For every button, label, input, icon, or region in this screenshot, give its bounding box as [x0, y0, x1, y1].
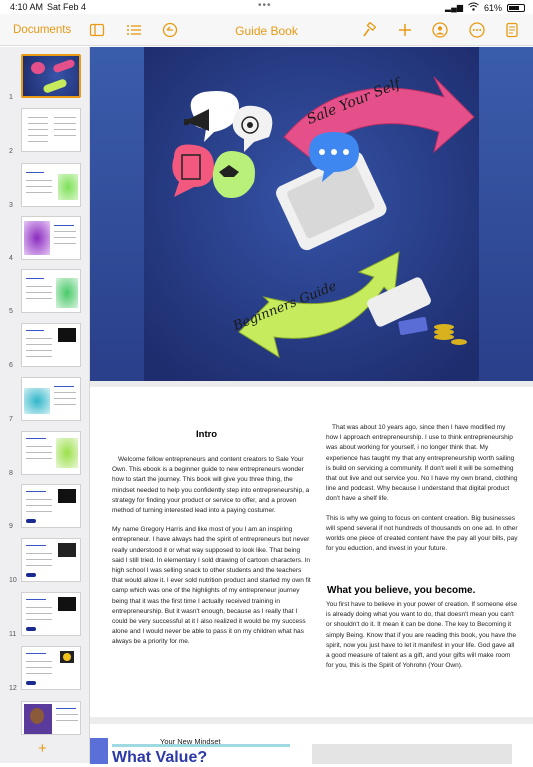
page-number: 2 [9, 148, 13, 155]
intro-paragraph-2: My name Gregory Harris and like most of you I am an inspiring entrepreneur. I have always had the spirit of entrepreneurs but never really understood it or what way supposed to look like. That being said I still tried. In elementary I sold drawing of cartoon characters. In high school I was selling snack to other students and the teachers that would allow it. I ever sold nutrition product and started my own fit camp which was one of the highlights of my entrepreneur journey being that it was the first time I actually received training in entrepreneurship. But it wasn't enough, because as I really that I could be very successful at it I also realized it would be my success alone and I would never be able to pass it on my children what has always be a priority for me. [112, 526, 311, 646]
page-thumbnail-3[interactable] [21, 163, 81, 207]
intro-paragraph-1: Welcome fellow entrepreneurs and content creators to Sale Your Own. This ebook is a beginner guide to new entrepreneurs wonder how to start the journey. This book will give you three thing, the mindset needed to help you confidently step into entrepreneurship, a strategy for finding your product or service to offer, and a proven method of turning interested lead into a paying costumer. [112, 456, 310, 515]
page-thumbnail-9[interactable] [21, 484, 81, 528]
plus-icon[interactable] [397, 22, 413, 38]
page-thumbnail-2[interactable] [21, 108, 81, 152]
mindset-page[interactable] [90, 724, 533, 764]
page-number: 7 [9, 416, 13, 423]
toolbar [0, 14, 533, 46]
page-number: 4 [9, 255, 13, 262]
intro-right-column [326, 423, 518, 563]
document-title[interactable]: Guide Book [235, 24, 298, 38]
page-thumbnail-7[interactable] [21, 377, 81, 421]
status-date: Sat Feb 4 [47, 2, 87, 12]
cover-page[interactable] [90, 47, 533, 381]
right-paragraph-3: You first have to believe in your power of creation. If someone else is already doing what you want to do, that doesn't mean you can't or shouldn't do it. It mean it can be done. The key to Becoming it simply Being. Know that if you are reading this book, you have the spirit, now you just have to let it manifest in your life. God gave all a good measure of talent as a gift, and your gifts will make room for you, this is the Spirit of Yohrohn (Your Own). [326, 601, 518, 670]
intro-left-column [112, 455, 312, 657]
page-thumbnail-11[interactable] [21, 592, 81, 636]
believe-column [326, 600, 518, 680]
battery-icon [507, 4, 525, 12]
status-bar [0, 0, 533, 14]
cover-subtitle: Beginners Guide [231, 278, 339, 335]
document-icon[interactable] [504, 22, 520, 38]
page-thumbnail-13[interactable] [21, 701, 81, 735]
page-number: 5 [9, 308, 13, 315]
cover-title: Sale Your Self [304, 75, 403, 129]
page-number: 1 [9, 94, 13, 101]
page-number: 9 [9, 523, 13, 530]
document-canvas[interactable] [90, 47, 533, 766]
documents-button[interactable]: Documents [13, 24, 72, 36]
page-number: 12 [9, 685, 17, 692]
multitask-dots[interactable]: ••• [258, 0, 272, 11]
right-paragraph-1: That was about 10 years ago, since then I have modified my how I approach entrepreneurship. I use to think entrepreneurship was about working for yourself, i no longer think that. My experience has taught my that any entrepreneurship worth sailing is build on servicing a community. If don't well it will be something that out live and out service you. No I have my own brand, clothing line and podcast. Why because I understand that digital product don't have a shelf life. [326, 424, 518, 503]
page-number: 10 [9, 577, 17, 584]
page-thumbnail-sidebar[interactable] [0, 47, 90, 763]
intro-page[interactable] [90, 387, 533, 717]
page-number: 8 [9, 470, 13, 477]
cover-image [144, 47, 479, 381]
page-number: 6 [9, 362, 13, 369]
battery-percent: 61% [483, 2, 502, 13]
add-page-button[interactable]: + [38, 740, 47, 757]
page-number: 11 [9, 631, 17, 638]
list-icon[interactable] [126, 22, 142, 38]
collaborate-icon[interactable] [432, 22, 448, 38]
page-thumbnail-12[interactable] [21, 646, 81, 690]
page3-title: What Value? [112, 749, 208, 766]
cover-illustration [144, 47, 479, 381]
right-paragraph-2: This is why we going to focus on content creation. Big businesses will spend several if not hundreds of thousands on one ad. In other worlds one piece of created content have the pay all your bills, pay for you eduction, and invest in your future. [326, 514, 518, 553]
image-placeholder [312, 744, 512, 764]
page-thumbnail-5[interactable] [21, 269, 81, 313]
page-number: 3 [9, 202, 13, 209]
page-thumbnail-4[interactable] [21, 216, 81, 260]
page-accent-bar [90, 738, 108, 764]
page-thumbnail-6[interactable] [21, 323, 81, 367]
wifi-icon [468, 2, 479, 13]
more-icon[interactable] [469, 22, 485, 38]
believe-heading: What you believe, you become. [327, 585, 476, 596]
page3-heading: Your New Mindset [160, 737, 221, 746]
status-time: 4:10 AM [10, 2, 44, 12]
hammer-icon[interactable] [362, 22, 378, 38]
page-thumbnail-10[interactable] [21, 538, 81, 582]
sidebar-toggle-icon[interactable] [89, 22, 105, 38]
page-thumbnail-8[interactable] [21, 431, 81, 475]
page-thumbnail-1[interactable] [21, 54, 81, 98]
intro-heading: Intro [196, 429, 218, 440]
signal-icon: ▂▄▆ [445, 3, 463, 12]
undo-icon[interactable] [162, 22, 178, 38]
